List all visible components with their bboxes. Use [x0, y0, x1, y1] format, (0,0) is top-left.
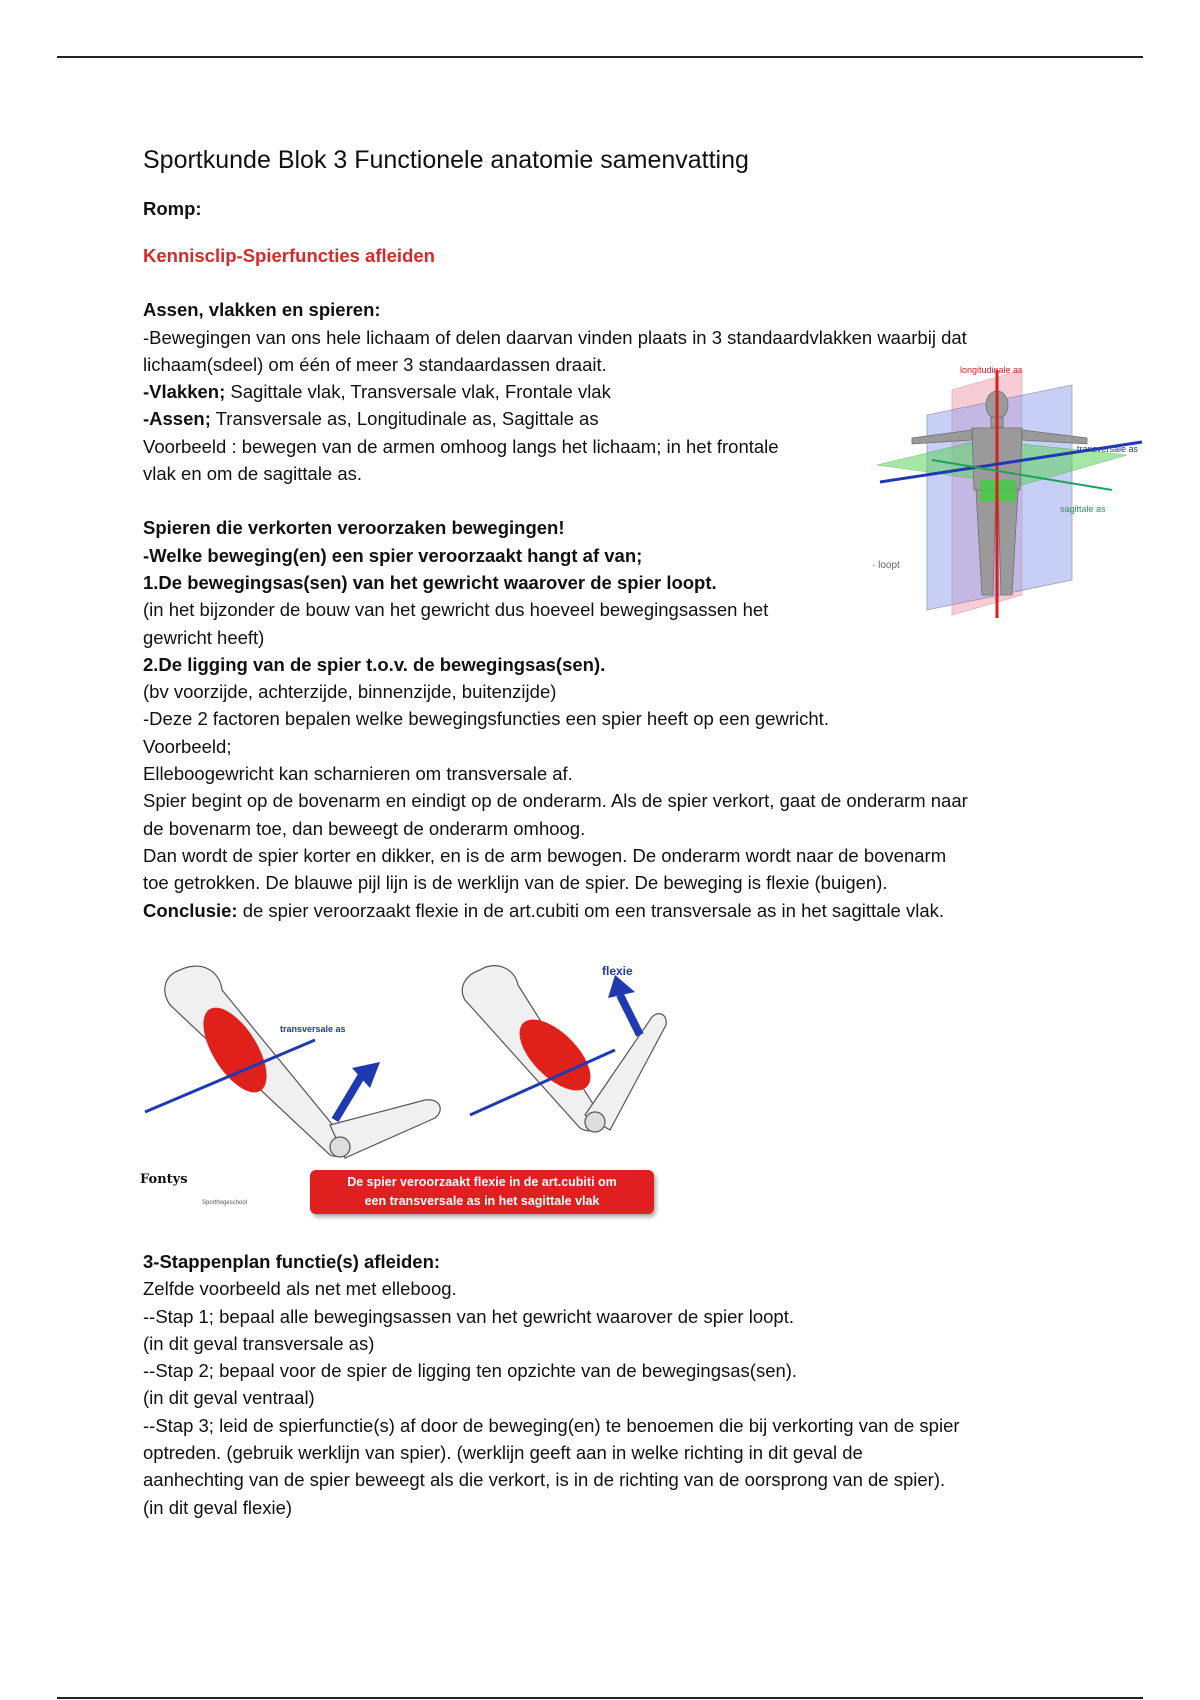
loopt-label: · loopt — [872, 560, 900, 571]
vlakken-label: -Vlakken; — [143, 381, 226, 403]
elbow-flexion-figure — [140, 950, 700, 1225]
top-rule — [57, 56, 1143, 58]
steps-line: (in dit geval ventraal) — [143, 1387, 315, 1409]
steps-heading: 3-Stappenplan functie(s) afleiden: — [143, 1251, 441, 1272]
steps-line: --Stap 2; bepaal voor de spier de ligging ten opzichte van de bewegingsas(sen). — [143, 1360, 798, 1382]
steps-line: (in dit geval flexie) — [143, 1496, 293, 1518]
section-heading: Romp: — [143, 198, 202, 219]
axes-heading: Assen, vlakken en spieren: — [143, 299, 381, 321]
point-2-line: de bovenarm toe, dan beweegt de onderarm omhoog. — [143, 817, 586, 839]
caption-line: een transversale as in het sagittale vlak — [364, 1194, 600, 1208]
point-2-line: Spier begint op de bovenarm en eindigt op de onderarm. Als de spier verkort, gaat de onderarm naar — [143, 790, 968, 812]
fontys-logo-text: Fontys — [140, 1172, 188, 1187]
longitudinal-label: longitudinale as — [960, 365, 1023, 375]
body-planes-illustration — [872, 360, 1150, 630]
steps-line: --Stap 1; bepaal alle bewegingsassen van het gewricht waarover de spier loopt. — [143, 1305, 794, 1327]
point-2-line: -Deze 2 factoren bepalen welke bewegingsfuncties een spier heeft op een gewricht. — [143, 708, 829, 730]
example-line: vlak en om de sagittale as. — [143, 463, 363, 485]
assen-text: Transversale as, Longitudinale as, Sagittale as — [210, 408, 599, 430]
transversal-label: transversale as — [1077, 444, 1139, 454]
bottom-rule — [57, 1697, 1143, 1699]
point-1-line: (in het bijzonder de bouw van het gewricht dus hoeveel bewegingsassen het — [143, 599, 769, 621]
point-2-line: Elleboogewricht kan scharnieren om transversale af. — [143, 763, 573, 785]
point-2-line: Dan wordt de spier korter en dikker, en is de arm bewogen. De onderarm wordt naar de bovenarm — [143, 844, 947, 866]
left-arm — [165, 966, 440, 1158]
elbow-caption — [310, 1170, 654, 1214]
fontys-subtitle: Sporthogeschool — [202, 1200, 248, 1206]
right-arrow-head — [608, 975, 635, 998]
muscles-heading: Spieren die verkorten veroorzaken bewegingen! — [143, 517, 565, 539]
body-planes-figure — [872, 360, 1150, 630]
axis-label: transversale as — [280, 1024, 346, 1034]
right-force-arrow — [620, 995, 640, 1035]
steps-line: (in dit geval transversale as) — [143, 1332, 375, 1354]
elbow-illustration — [140, 950, 700, 1165]
steps-line: aanhechting van de spier beweegt als die verkort, is in de richting van de oorsprong van de spier). — [143, 1469, 946, 1491]
point-2: 2.De ligging van de spier t.o.v. de bewegingsas(sen). — [143, 653, 606, 675]
conclusion-label: Conclusie: — [143, 899, 238, 921]
vlakken-text: Sagittale vlak, Transversale vlak, Frontale vlak — [225, 381, 611, 403]
conclusion-line — [143, 897, 1083, 924]
kennisclip-link[interactable]: Kennisclip-Spierfuncties afleiden — [143, 245, 435, 267]
steps-line: --Stap 3; leid de spierfunctie(s) af door de beweging(en) te benoemen die bij verkorting van de spier — [143, 1414, 960, 1436]
example-line: Voorbeeld : bewegen van de armen omhoog langs het lichaam; in het frontale — [143, 435, 779, 457]
axes-line: -Bewegingen van ons hele lichaam of delen daarvan vinden plaats in 3 standaardvlakken waarbij dat — [143, 326, 967, 348]
fontys-logo — [140, 1172, 188, 1187]
point-1: 1.De bewegingsas(sen) van het gewricht waarover de spier loopt. — [143, 571, 717, 593]
steps-line: optreden. (gebruik werklijn van spier). (werklijn geeft aan in welke richting in dit geval de — [143, 1442, 863, 1464]
point-1-line: gewricht heeft) — [143, 626, 265, 648]
flexie-label: flexie — [602, 964, 633, 978]
depends-heading: -Welke beweging(en) een spier veroorzaakt hangt af van; — [143, 544, 643, 566]
sagittal-label: sagittale as — [1060, 504, 1106, 514]
point-2-line: (bv voorzijde, achterzijde, binnenzijde, buitenzijde) — [143, 681, 557, 703]
caption-line: De spier veroorzaakt flexie in de art.cubiti om — [347, 1175, 617, 1189]
point-2-line: Voorbeeld; — [143, 735, 232, 757]
document-title: Sportkunde Blok 3 Functionele anatomie samenvatting — [143, 146, 749, 174]
assen-label: -Assen; — [143, 408, 211, 430]
point-2-line: toe getrokken. De blauwe pijl lijn is de werklijn van de spier. De beweging is flexie (buigen). — [143, 872, 888, 894]
axes-line: lichaam(sdeel) om één of meer 3 standaardassen draait. — [143, 353, 607, 375]
conclusion-text: de spier veroorzaakt flexie in de art.cubiti om een transversale as in het sagittale vlak. — [237, 899, 945, 921]
left-force-arrow — [335, 1070, 365, 1120]
steps-section — [143, 1248, 1083, 1521]
steps-line: Zelfde voorbeeld als net met elleboog. — [143, 1278, 457, 1300]
